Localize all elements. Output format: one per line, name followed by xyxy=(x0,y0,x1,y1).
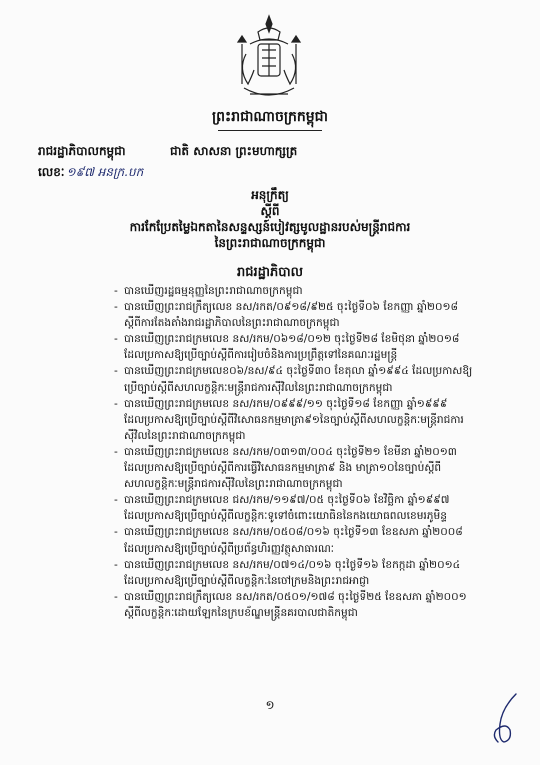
list-item: - បានឃើញព្រះរាជក្រឹត្យលេខ នស/រកត/០៩១៨/៩២៥ ចុះថ្ងៃទី០៦ ខែកញ្ញា ឆ្នាំ២០១៨ ស្តីពីការតែងតាំងរាជរដ្ឋាភិបាលនៃព្រះរាជាណាចក្រកម្ពុជា xyxy=(114,301,458,330)
document-number-value: ១៩៧ អនក្រ.បក xyxy=(66,165,144,179)
list-item: - បានឃើញព្រះរាជក្រមលេខ នស/រកម/០៩៩៩/១១ ចុះថ្ងៃទី១៨ ខែកញ្ញា ឆ្នាំ១៩៩៩ ដែលប្រកាសឱ្យប្រើច្បាប់ស្តីពីវិសោធនកម្មមាត្រា៩១នៃច្បាប់ស្តីពីសហលក្ខន្តិកៈមន្ត្រីរាជការ ស៊ីវិលនៃព្រះរាជាណាចក្រកម្ពុជា xyxy=(114,397,464,442)
list-item: - បានឃើញព្រះរាជក្រឹត្យលេខ នស/រកត/០៥០១/១៧៨ ចុះថ្ងៃទី២៥ ខែឧសភា ឆ្នាំ២០០១ ស្តីពីលក្ខន្តិកៈដោយឡែកនៃក្របខ័ណ្ឌមន្ត្រីនគរបាលជាតិកម្ពុជា xyxy=(114,590,467,619)
list-item: - បានឃើញព្រះរាជក្រមលេខ ជស/រកម/១១៩៧/០៥ ចុះថ្ងៃទី០៦ ខែវិច្ឆិកា ឆ្នាំ១៩៩៧ ដែលប្រកាសឱ្យប្រើច្បាប់ស្តីពីលក្ខន្តិកៈទូទៅចំពោះយោធិននៃកងយោធពលខេមរភូមិន្ទ xyxy=(114,494,450,523)
list-item: - បានឃើញព្រះរាជក្រមលេខ នស/រកម/០៧១៤/០១៦ ចុះថ្ងៃទី១៦ ខែកក្កដា ឆ្នាំ២០១៤ ដែលប្រកាសឱ្យប្រើច្បាប់ស្តីពីលក្ខន្តិកៈនៃចៅក្រមនិងព្រះរាជអាជ្ញា xyxy=(114,558,461,587)
royal-arms-emblem xyxy=(228,14,310,106)
document-type: អនុក្រឹត្យ xyxy=(251,188,289,202)
page-number: ១ xyxy=(265,698,275,712)
list-item: - បានឃើញព្រះរាជក្រមលេខ នស/រកម/០៦១៨/០១២ ចុះថ្ងៃទី២៨ ខែមិថុនា ឆ្នាំ២០១៨ ដែលប្រកាសឱ្យប្រើច្បាប់ស្តីពីការរៀបចំនិងការប្រព្រឹត្តទៅនៃគណៈរដ្ឋមន្ត្រី xyxy=(114,333,460,362)
kingdom-title: ព្រះរាជាណាចក្រកម្ពុជា xyxy=(211,109,328,125)
list-item: - បានឃើញព្រះរាជក្រមលេខ០៦/នស/៩៤ ចុះថ្ងៃទី៣០ ខែតុលា ឆ្នាំ១៩៩៤ ដែលប្រកាសឱ្យ ប្រើច្បាប់ស្តីពីសហលក្ខន្តិកៈមន្ត្រីរាជការស៊ីវិលនៃព្រះរាជាណាចក្រកម្ពុជា xyxy=(114,365,473,394)
kingdom-underline xyxy=(218,130,322,131)
list-item: - បានឃើញព្រះរាជក្រមលេខ នស/រកម/០៥០៨/០១៦ ចុះថ្ងៃទី១៣ ខែឧសភា ឆ្នាំ២០០៨ ដែលប្រកាសឱ្យប្រើច្បាប់ស្តីពីប្រព័ន្ធហិរញ្ញវត្ថុសាធារណៈ xyxy=(114,526,463,555)
body-heading: រាជរដ្ឋាភិបាល xyxy=(236,265,303,280)
list-item: - បានឃើញព្រះរាជក្រមលេខ នស/រកម/០៣១៣/០០៤ ចុះថ្ងៃទី២១ ខែមីនា ឆ្នាំ២០១៣ ដែលប្រកាសឱ្យប្រើច្បាប់ស្តីពីការធ្វើវិសោធនកម្មមាត្រា៩ និង មាត្រា១០នៃច្បាប់ស្តីពី សហលក្ខន្តិកៈមន្ត្រីរាជការស៊ីវិលនៃព្រះរាជាណាចក្រកម្ពុជា xyxy=(114,445,457,491)
handwritten-initial-signature xyxy=(488,690,522,748)
document-number xyxy=(38,164,143,182)
preamble-list xyxy=(114,283,504,621)
list-item: - បានឃើញរដ្ឋធម្មនុញ្ញនៃព្រះរាជាណាចក្រកម្ពុជា xyxy=(114,285,303,297)
document-subject: ការកែប្រែតម្លៃឯកតានៃសន្ទស្សន៍បៀវត្សមូលដ្ឋានរបស់មន្ត្រីរាជការ xyxy=(129,220,411,234)
document-number-label: លេខៈ xyxy=(38,165,65,179)
issuing-authority: រាជរដ្ឋាភិបាលកម្ពុជា xyxy=(38,144,126,158)
document-subject-continued: នៃព្រះរាជាណាចក្រកម្ពុជា xyxy=(214,236,326,250)
document-subject-label: ស្តីពី xyxy=(260,204,280,218)
national-motto: ជាតិ សាសនា ព្រះមហាក្សត្រ xyxy=(170,144,298,158)
